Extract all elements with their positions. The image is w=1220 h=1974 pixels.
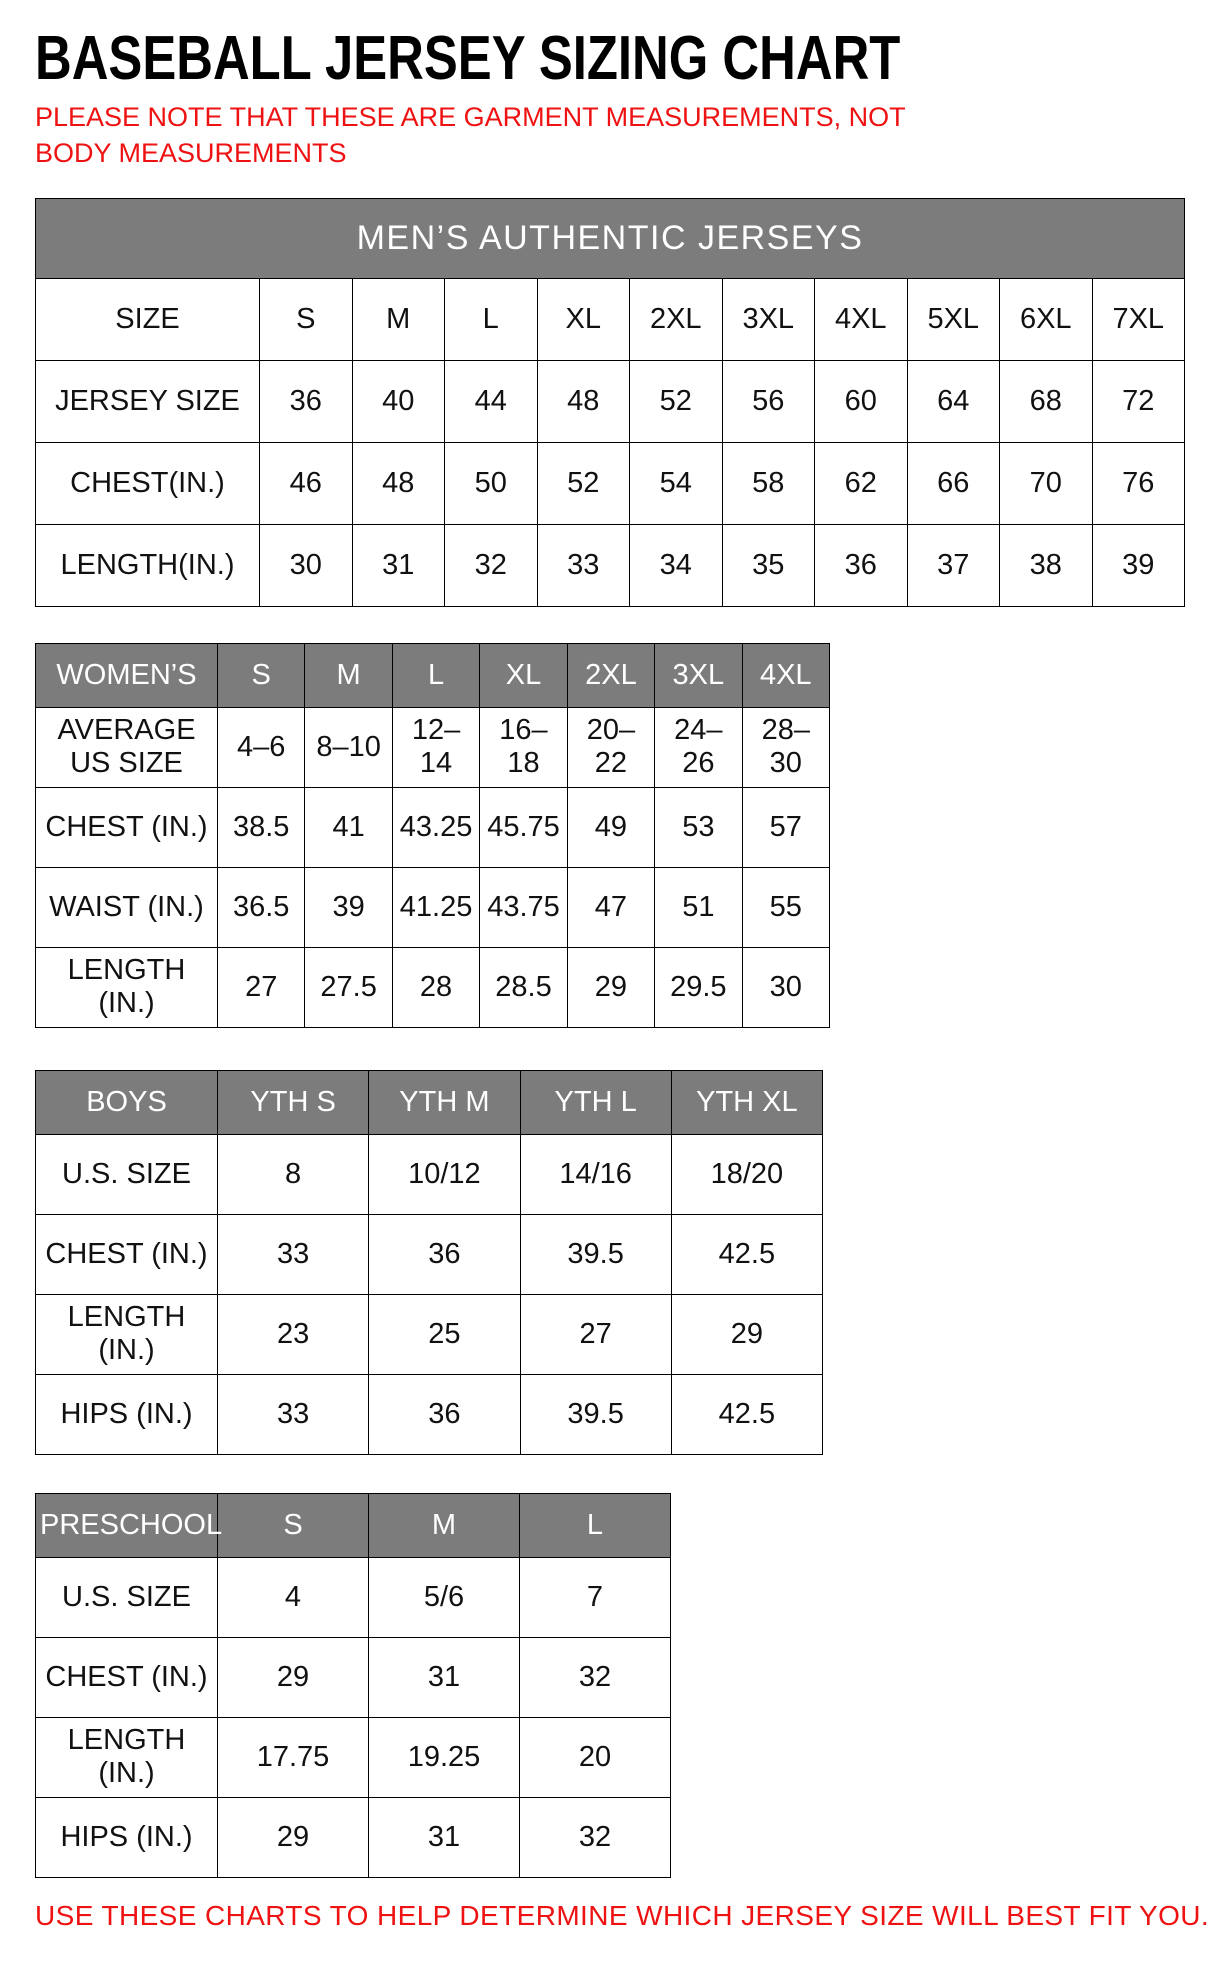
value-cell: 62: [815, 442, 908, 524]
row-label-cell: CHEST (IN.): [36, 1214, 218, 1294]
table-title-cell: WOMEN’S: [36, 643, 218, 707]
value-cell: 41: [305, 787, 392, 867]
table-banner: MEN’S AUTHENTIC JERSEYS: [36, 198, 1185, 278]
table-row: [36, 787, 830, 867]
table-header-row: [36, 1070, 823, 1134]
table-title-cell: PRESCHOOL: [36, 1493, 218, 1557]
value-cell: 42.5: [671, 1374, 822, 1454]
column-header-cell: 2XL: [567, 643, 654, 707]
value-cell: 32: [520, 1637, 671, 1717]
value-cell: 70: [1000, 442, 1093, 524]
value-cell: 20–22: [567, 707, 654, 787]
value-cell: 48: [352, 442, 445, 524]
column-header-cell: YTH S: [218, 1070, 369, 1134]
value-cell: 39.5: [520, 1214, 671, 1294]
table-header-row: [36, 1493, 671, 1557]
womens-sizing-table: [35, 643, 830, 1028]
value-cell: 39.5: [520, 1374, 671, 1454]
value-cell: 42.5: [671, 1214, 822, 1294]
value-cell: 23: [218, 1294, 369, 1374]
value-cell: 28: [392, 947, 479, 1027]
preschool-sizing-table: [35, 1493, 671, 1878]
column-header-cell: 4XL: [742, 643, 829, 707]
value-cell: 7: [520, 1557, 671, 1637]
value-cell: 31: [369, 1637, 520, 1717]
value-cell: 4XL: [815, 278, 908, 360]
value-cell: 18/20: [671, 1134, 822, 1214]
value-cell: 36: [815, 524, 908, 606]
row-label-cell: CHEST (IN.): [36, 1637, 218, 1717]
value-cell: 29: [218, 1637, 369, 1717]
row-label-cell: HIPS (IN.): [36, 1797, 218, 1877]
value-cell: 51: [655, 867, 742, 947]
row-label-cell: CHEST(IN.): [36, 442, 260, 524]
value-cell: 64: [907, 360, 1000, 442]
value-cell: 27: [218, 947, 305, 1027]
table-row: [36, 1797, 671, 1877]
value-cell: 17.75: [218, 1717, 369, 1797]
value-cell: 36: [369, 1214, 520, 1294]
tables-container: [35, 198, 1185, 1878]
value-cell: 46: [260, 442, 353, 524]
value-cell: 54: [630, 442, 723, 524]
value-cell: 53: [655, 787, 742, 867]
column-header-cell: S: [218, 643, 305, 707]
value-cell: 33: [218, 1374, 369, 1454]
value-cell: 68: [1000, 360, 1093, 442]
value-cell: 36: [260, 360, 353, 442]
value-cell: 60: [815, 360, 908, 442]
column-header-cell: YTH XL: [671, 1070, 822, 1134]
value-cell: 41.25: [392, 867, 479, 947]
column-header-cell: XL: [480, 643, 567, 707]
table-row: [36, 278, 1185, 360]
value-cell: 33: [218, 1214, 369, 1294]
table-row: [36, 1134, 823, 1214]
value-cell: 20: [520, 1717, 671, 1797]
value-cell: 66: [907, 442, 1000, 524]
value-cell: 31: [352, 524, 445, 606]
value-cell: 52: [537, 442, 630, 524]
value-cell: 76: [1092, 442, 1185, 524]
page-title: BASEBALL JERSEY SIZING CHART: [35, 24, 901, 93]
row-label-cell: HIPS (IN.): [36, 1374, 218, 1454]
value-cell: 4–6: [218, 707, 305, 787]
value-cell: 36.5: [218, 867, 305, 947]
value-cell: 30: [260, 524, 353, 606]
value-cell: 47: [567, 867, 654, 947]
value-cell: 6XL: [1000, 278, 1093, 360]
boys-sizing-table: [35, 1070, 823, 1455]
value-cell: M: [352, 278, 445, 360]
table-row: [36, 707, 830, 787]
value-cell: 55: [742, 867, 829, 947]
value-cell: 48: [537, 360, 630, 442]
value-cell: 3XL: [722, 278, 815, 360]
value-cell: 33: [537, 524, 630, 606]
value-cell: 29: [218, 1797, 369, 1877]
value-cell: 52: [630, 360, 723, 442]
value-cell: 8: [218, 1134, 369, 1214]
value-cell: 72: [1092, 360, 1185, 442]
value-cell: 29: [671, 1294, 822, 1374]
value-cell: 43.75: [480, 867, 567, 947]
value-cell: 12–14: [392, 707, 479, 787]
row-label-cell: CHEST (IN.): [36, 787, 218, 867]
value-cell: 5/6: [369, 1557, 520, 1637]
table-row: [36, 1557, 671, 1637]
column-header-cell: M: [369, 1493, 520, 1557]
value-cell: 27: [520, 1294, 671, 1374]
row-label-cell: JERSEY SIZE: [36, 360, 260, 442]
row-label-cell: WAIST (IN.): [36, 867, 218, 947]
table-title-cell: BOYS: [36, 1070, 218, 1134]
value-cell: 38.5: [218, 787, 305, 867]
row-label-cell: AVERAGE US SIZE: [36, 707, 218, 787]
row-label-cell: SIZE: [36, 278, 260, 360]
value-cell: 38: [1000, 524, 1093, 606]
value-cell: 32: [445, 524, 538, 606]
value-cell: 28–30: [742, 707, 829, 787]
value-cell: 50: [445, 442, 538, 524]
table-header-row: [36, 643, 830, 707]
row-label-cell: LENGTH (IN.): [36, 947, 218, 1027]
column-header-cell: M: [305, 643, 392, 707]
table-row: [36, 360, 1185, 442]
table-row: [36, 524, 1185, 606]
value-cell: 57: [742, 787, 829, 867]
table-row: [36, 1294, 823, 1374]
column-header-cell: YTH M: [369, 1070, 520, 1134]
value-cell: 29: [567, 947, 654, 1027]
table-row: [36, 867, 830, 947]
value-cell: 37: [907, 524, 1000, 606]
garment-measurements-note: PLEASE NOTE THAT THESE ARE GARMENT MEASUREMENTS, NOT BODY MEASUREMENTS: [35, 102, 906, 168]
value-cell: 10/12: [369, 1134, 520, 1214]
value-cell: S: [260, 278, 353, 360]
value-cell: 31: [369, 1797, 520, 1877]
table-row: [36, 947, 830, 1027]
footer-note: USE THESE CHARTS TO HELP DETERMINE WHICH JERSEY SIZE WILL BEST FIT YOU.: [35, 1899, 1210, 1931]
value-cell: 7XL: [1092, 278, 1185, 360]
value-cell: 25: [369, 1294, 520, 1374]
row-label-cell: LENGTH(IN.): [36, 524, 260, 606]
value-cell: 35: [722, 524, 815, 606]
value-cell: 28.5: [480, 947, 567, 1027]
value-cell: 36: [369, 1374, 520, 1454]
row-label-cell: LENGTH (IN.): [36, 1717, 218, 1797]
value-cell: 39: [305, 867, 392, 947]
value-cell: 32: [520, 1797, 671, 1877]
row-label-cell: U.S. SIZE: [36, 1134, 218, 1214]
value-cell: XL: [537, 278, 630, 360]
table-row: [36, 442, 1185, 524]
value-cell: L: [445, 278, 538, 360]
value-cell: 30: [742, 947, 829, 1027]
value-cell: 39: [1092, 524, 1185, 606]
value-cell: 2XL: [630, 278, 723, 360]
value-cell: 29.5: [655, 947, 742, 1027]
value-cell: 34: [630, 524, 723, 606]
table-row: [36, 1717, 671, 1797]
value-cell: 44: [445, 360, 538, 442]
mens-sizing-table: [35, 198, 1185, 607]
value-cell: 58: [722, 442, 815, 524]
table-row: [36, 1214, 823, 1294]
column-header-cell: YTH L: [520, 1070, 671, 1134]
table-row: [36, 1637, 671, 1717]
value-cell: 56: [722, 360, 815, 442]
column-header-cell: S: [218, 1493, 369, 1557]
value-cell: 14/16: [520, 1134, 671, 1214]
row-label-cell: U.S. SIZE: [36, 1557, 218, 1637]
value-cell: 45.75: [480, 787, 567, 867]
value-cell: 40: [352, 360, 445, 442]
value-cell: 49: [567, 787, 654, 867]
table-banner-row: [36, 198, 1185, 278]
value-cell: 4: [218, 1557, 369, 1637]
value-cell: 8–10: [305, 707, 392, 787]
column-header-cell: L: [520, 1493, 671, 1557]
table-row: [36, 1374, 823, 1454]
value-cell: 5XL: [907, 278, 1000, 360]
column-header-cell: L: [392, 643, 479, 707]
row-label-cell: LENGTH (IN.): [36, 1294, 218, 1374]
column-header-cell: 3XL: [655, 643, 742, 707]
value-cell: 24–26: [655, 707, 742, 787]
value-cell: 16–18: [480, 707, 567, 787]
value-cell: 19.25: [369, 1717, 520, 1797]
value-cell: 43.25: [392, 787, 479, 867]
value-cell: 27.5: [305, 947, 392, 1027]
